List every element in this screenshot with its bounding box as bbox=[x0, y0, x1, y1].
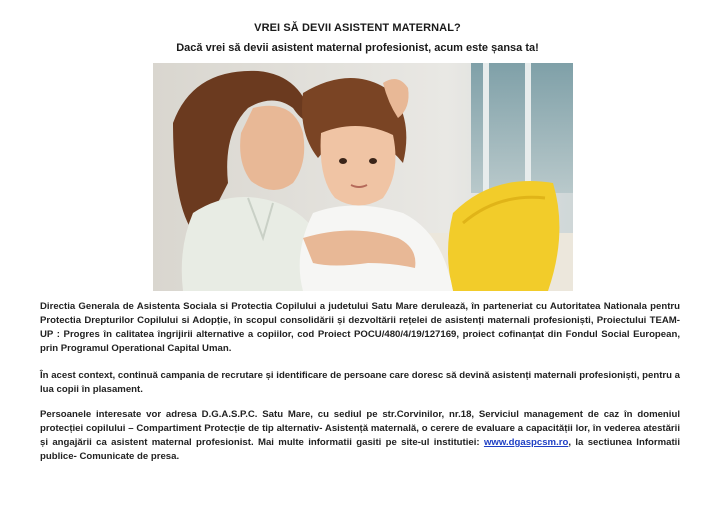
paragraph-contact bbox=[40, 408, 680, 464]
photo-illustration bbox=[153, 63, 573, 291]
paragraph-contact-text-end: , la sectiunea Informatii publice- Comunicate de presa. bbox=[40, 437, 680, 462]
paragraph-contact-text: Persoanele interesate vor adresa D.G.A.S.P.C. Satu Mare, cu sediul pe str.Corvinilor, nr.18, Serviciul management de caz în domeniul protecției copilului – Compartiment Protecție de tip alternativ- Asistență maternală, o cerere de evaluare a capacității lor, în vederea atestării și angajării ca asistent maternal profesionist. Mai multe informatii gasiti pe site-ul institutiei: bbox=[40, 409, 680, 448]
page-subtitle: Dacă vrei să devii asistent maternal profesionist, acum este șansa ta! bbox=[176, 42, 539, 54]
website-link[interactable]: www.dgaspcsm.ro bbox=[483, 437, 569, 448]
paragraph-campaign: În acest context, continuă campania de recrutare și identificare de persoane care doresc să devină asistenți maternali profesioniști, pentru a lua copii în plasament. bbox=[40, 370, 680, 395]
page-title: VREI SĂ DEVII ASISTENT MATERNAL? bbox=[254, 22, 461, 34]
paragraph-project: Directia Generala de Asistenta Sociala si Protectia Copilului a judetului Satu Mare derulează, în parteneriat cu Autoritatea Nationala pentru Protectia Drepturilor Copilului si Adopție, în scopul consolidării și dezvoltării rețelei de asistenți maternali profesioniști, Proiectului TEAM-UP : Progres în calitatea îngrijirii alternative a copiilor, cod Proiect POCU/480/4/19/127169, proiect cofinanțat din Fondul Social European, prin Programul Operational Capital Uman. bbox=[40, 301, 680, 354]
mother-child-photo bbox=[153, 63, 573, 291]
